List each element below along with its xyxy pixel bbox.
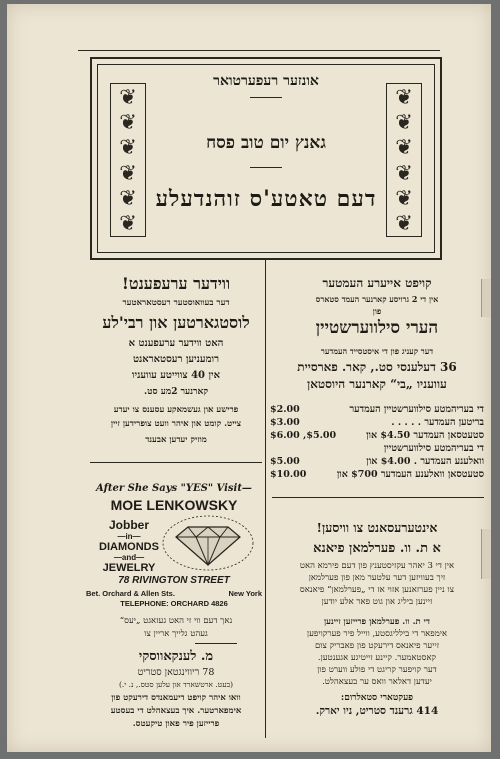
silverstein-line: קויפט אייערע העמטער (322, 276, 432, 290)
jewelry-city: New York (228, 589, 262, 598)
ornament-glyph: ❦ (395, 185, 413, 210)
short-rule (250, 97, 282, 98)
silverstein-name: הערי סילווערשטיין (315, 318, 439, 338)
short-rule (195, 643, 237, 644)
price-value: $3.00 (270, 417, 300, 428)
silverstein-address: 36 דעלענסי סט., קאר. פארסיית (297, 360, 457, 374)
lotus-flower-icon (386, 83, 422, 237)
jewelry-he-cross: (בעט. ארטשארד און עלען סטס., נ. י.) (119, 680, 233, 689)
ornament-glyph: ❦ (395, 160, 413, 185)
short-rule (250, 167, 282, 168)
piano-store-address: 414 גרענד סטריט, ניו יארק. (315, 705, 439, 717)
jewelry-tagline: After She Says "YES" Visit— (96, 483, 252, 494)
silverstein-line: דער קעניג פון די איסטסייד העמדער (320, 346, 434, 356)
repertoire-heading: אונזער רעפערטואר (213, 73, 319, 89)
jewelry-he-address: 78 ריווינגטאן סטריט (137, 667, 215, 678)
top-rule (78, 50, 440, 51)
holiday-greeting: גאנץ יום טוב פסח (206, 133, 326, 153)
ornament-glyph: ❦ (395, 84, 413, 109)
diamond-icon (162, 515, 254, 571)
price-desc: בריטען העמדער . . . . . (391, 417, 484, 428)
price-row (270, 456, 484, 469)
restaurant-line: פרישע און געשמאקע עסענס צו יעדע (113, 405, 239, 415)
piano-text: זייער פיאנאס דירעקט פון פאבריק צום (314, 641, 440, 651)
jewelry-phone: TELEPHONE: ORCHARD 4826 (120, 599, 228, 608)
piano-text: דער קויפער קריגט די פולע ווערט פון (317, 665, 437, 675)
jewelry-he-line: געהט גלייך אריין צו (144, 629, 208, 639)
jewelry-he-line: פרייזען פיר פאון טיקעטס. (132, 719, 220, 729)
restaurant-line: קארנער 2מע סט. (143, 387, 209, 397)
piano-text: צו ניין פערזאנען אזוי אז די „פערלמאן“ פיאנאס (299, 585, 455, 595)
jewelry-in: —in— (117, 532, 141, 541)
piano-text: קאסטאמער. קיינע זייטיגע אגענטען. (317, 653, 437, 663)
left-section-rule (90, 462, 262, 463)
restaurant-name: לוסטגארטען און רבי'לע (102, 313, 250, 332)
ornament-glyph: ❦ (119, 135, 137, 160)
jewelry-he-name: מ. לענקאווסקי (138, 649, 214, 664)
jewelry-location (86, 589, 262, 598)
restaurant-line: מוזיק יעדען אבענד (145, 435, 207, 445)
jewelry-he-line: אימפארטער. איך בעצאהלט די בעסטע (110, 706, 242, 716)
piano-text: יעדען דאלאר וואס ער בעצאהלט. (322, 677, 432, 687)
piano-paragraph-1 (270, 560, 484, 608)
price-row (270, 443, 484, 456)
silverstein-line: אין די 2 גרויסע קארנער העמד סטארס (315, 294, 439, 304)
ornament-glyph: ❦ (119, 160, 137, 185)
price-desc: סטעטסאן העמדער $4.50 און (366, 430, 484, 441)
piano-paragraph-2 (270, 616, 484, 688)
restaurant-headline: ווידער ערעפענט! (121, 274, 231, 293)
piano-text: אימפאר די בילליגסטע, ווייל פיר פערקויפען (306, 629, 448, 639)
play-title: דעם טאטע'ס זוהנדעלע (155, 186, 377, 212)
restaurant-line: אין 40 צווייטע עוועניו (131, 370, 221, 381)
price-value: $2.00 (270, 404, 300, 415)
price-row (270, 417, 484, 430)
shirt-price-list (270, 404, 484, 482)
ornament-glyph: ❦ (119, 211, 137, 236)
price-desc: סטעטסאן וואלענע העמדער $700 און (336, 469, 484, 480)
jewelry-he-line: וואו איהר קויפט דיעמאנדס דירעקט פון (111, 693, 241, 703)
silverstein-line: פון (372, 306, 382, 316)
restaurant-line: דער בעוואוסטער רעסטאראטער (122, 298, 230, 308)
price-desc: וואלענע העמדער . $4.00 און (366, 456, 484, 467)
jewelry-cross-streets: Bet. Orchard & Allen Sts. (86, 589, 175, 598)
piano-name: א ת. וו. פערלמאן פיאנא (313, 541, 441, 556)
jewelry-name: MOE LENKOWSKY (110, 497, 238, 513)
piano-store-label: פעקטארי סטאלרום: (340, 693, 414, 703)
repertoire-banner (90, 57, 442, 260)
jewelry-address: 78 RIVINGTON STREET (118, 575, 230, 586)
price-value: $10.00 (270, 469, 307, 480)
right-section-rule (272, 497, 484, 498)
column-divider (265, 258, 266, 738)
price-value: $5.00 (270, 456, 300, 467)
price-value: $6.00 ,$5.00 (270, 430, 337, 441)
jewelry-diamonds: DIAMONDS (99, 541, 159, 553)
ornament-glyph: ❦ (395, 135, 413, 160)
price-desc: די בעריהמטע סילווערשטיין העמדער (349, 404, 484, 415)
ornament-glyph: ❦ (119, 109, 137, 134)
ornament-glyph: ❦ (119, 185, 137, 210)
ornament-glyph: ❦ (395, 211, 413, 236)
piano-text: די ת. וו. פערלמאן פרייזען זיינען (324, 617, 430, 627)
lotus-flower-icon (110, 83, 146, 237)
price-desc: די בעריהמטע סילווערשטיין (383, 443, 484, 454)
ornament-glyph: ❦ (119, 84, 137, 109)
jewelry-offer (94, 518, 164, 574)
piano-text: אין די 3 יאהר עקזיסטענץ פון דעם פירמא האט (299, 561, 455, 571)
restaurant-line: צייט. קומט און איהר וועט צופרידען זיין (110, 419, 242, 429)
piano-headline: אינטערעסאנט צו וויסען! (316, 520, 438, 535)
jewelry-and: —and— (113, 553, 145, 562)
restaurant-line: רומעניען רעסטאראנט (133, 354, 219, 365)
price-row (270, 404, 484, 417)
silverstein-address: עוועניו „בי“ קארנער היוסטאן (307, 377, 447, 391)
restaurant-line: האט ווידער ערעפענט א (128, 338, 224, 349)
price-row (270, 430, 484, 443)
price-row (270, 469, 484, 482)
jewelry-jobber: Jobber (108, 518, 149, 532)
banner-inner-border (97, 64, 435, 253)
ornament-glyph: ❦ (395, 109, 413, 134)
piano-text: זיינען ביליג און גוט פאר אלע יודען (321, 597, 433, 607)
jewelry-jewelry: JEWELRY (102, 562, 156, 574)
jewelry-he-line: נאך דעם ווי זי האט געזאגט „יעס“ (119, 616, 233, 626)
piano-text: זיך בעוויזען דער עלטער מאן פון פערלמאן (308, 573, 446, 583)
